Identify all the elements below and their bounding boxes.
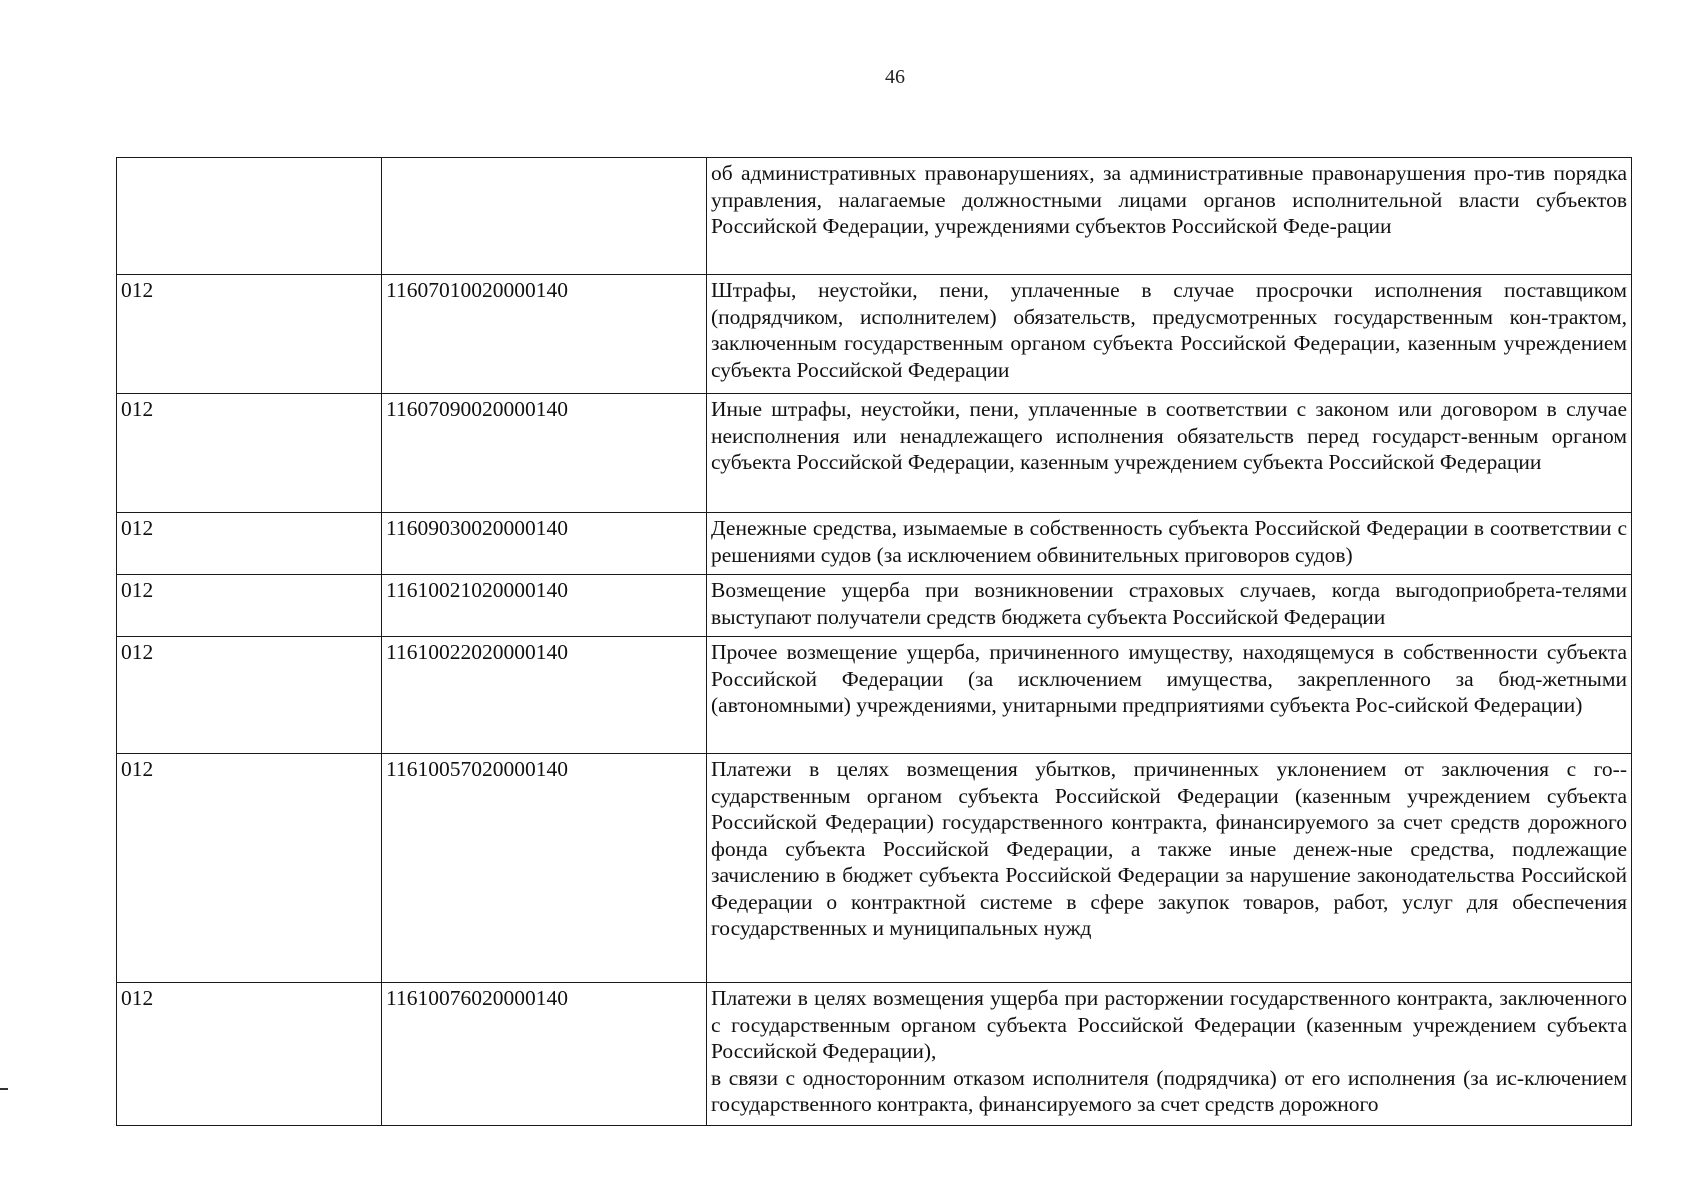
table-row	[117, 983, 1632, 1126]
admin-code-cell: 012	[117, 513, 382, 575]
table-row	[117, 394, 1632, 513]
table-row	[117, 513, 1632, 575]
admin-code-cell: 012	[117, 754, 382, 983]
description-cell: Возмещение ущерба при возникновении страховых случаев, когда выгодоприобрета-телями выступают получатели средств бюджета субъекта Российской Федерации	[707, 575, 1632, 637]
budget-code-cell: 11607010020000140	[382, 275, 707, 394]
budget-code-cell: 11610021020000140	[382, 575, 707, 637]
description-cell: Платежи в целях возмещения ущерба при расторжении государственного контракта, заключенного с государственным органом субъекта Российской Федерации (казенным учреждением субъекта Российской Федерации), в связи с односторонним отказом исполнителя (подрядчика) от его исполнения (за ис-ключением государственного контракта, финансируемого за счет средств дорожного	[707, 983, 1632, 1126]
table-row	[117, 637, 1632, 754]
budget-code-cell: 11610022020000140	[382, 637, 707, 754]
description-cell: Штрафы, неустойки, пени, уплаченные в случае просрочки исполнения поставщиком (подрядчиком, исполнителем) обязательств, предусмотренных государственным кон-трактом, заключенным государственным органом субъекта Российской Федерации, казенным учреждением субъекта Российской Федерации	[707, 275, 1632, 394]
description-cell: Платежи в целях возмещения убытков, причиненных уклонением от заключения с го-сударственным органом субъекта Российской Федерации (казенным учреждением субъекта Российской Федерации) государственного контракта, финансируемого за счет средств дорожного фонда субъекта Российской Федерации, а также иные денеж-ные средства, подлежащие зачислению в бюджет субъекта Российской Федерации за нарушение законодательства Российской Федерации о контрактной системе в сфере закупок товаров, работ, услуг для обеспечения государственных и муниципальных нужд	[707, 754, 1632, 983]
admin-code-cell: 012	[117, 394, 382, 513]
page-number: 46	[885, 66, 905, 88]
description-cell: Иные штрафы, неустойки, пени, уплаченные в соответствии с законом или договором в случае неисполнения или ненадлежащего исполнения обязательств перед государст-венным органом субъекта Российской Федерации, казенным учреждением субъекта Российской Федерации	[707, 394, 1632, 513]
scan-mark	[0, 1088, 8, 1090]
budget-codes-table	[116, 157, 1632, 1126]
admin-code-cell: 012	[117, 637, 382, 754]
admin-code-cell	[117, 158, 382, 275]
budget-code-cell: 11607090020000140	[382, 394, 707, 513]
description-cell: Прочее возмещение ущерба, причиненного имуществу, находящемуся в собственности субъекта Российской Федерации (за исключением имущества, закрепленного за бюд-жетными (автономными) учреждениями, унитарными предприятиями субъекта Рос-сийской Федерации)	[707, 637, 1632, 754]
budget-code-cell: 11609030020000140	[382, 513, 707, 575]
budget-code-cell: 11610057020000140	[382, 754, 707, 983]
description-cell: Денежные средства, изымаемые в собственность субъекта Российской Федерации в соответствии с решениями судов (за исключением обвинительных приговоров судов)	[707, 513, 1632, 575]
admin-code-cell: 012	[117, 275, 382, 394]
admin-code-cell: 012	[117, 575, 382, 637]
table-row	[117, 754, 1632, 983]
table-row	[117, 575, 1632, 637]
admin-code-cell: 012	[117, 983, 382, 1126]
budget-code-cell: 11610076020000140	[382, 983, 707, 1126]
description-cell: об административных правонарушениях, за административные правонарушения про-тив порядка управления, налагаемые должностными лицами органов исполнительной власти субъектов Российской Федерации, учреждениями субъектов Российской Феде-рации	[707, 158, 1632, 275]
table-row	[117, 158, 1632, 275]
table-row	[117, 275, 1632, 394]
budget-code-cell	[382, 158, 707, 275]
